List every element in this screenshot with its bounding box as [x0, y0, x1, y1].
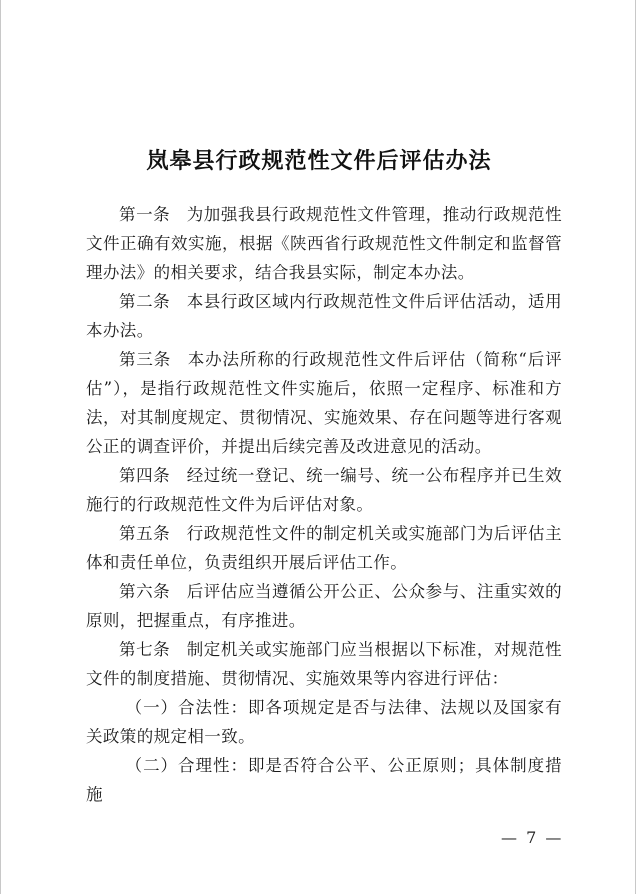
article-text: 经过统一登记、统一编号、统一公布程序并已生效施行的行政规范性文件为后评估对象。: [86, 466, 562, 514]
article-7: [86, 635, 562, 693]
article-text: 本县行政区域内行政规范性文件后评估活动，适用本办法。: [86, 292, 562, 340]
article-text: 本办法所称的行政规范性文件后评估（简称“后评估”），是指行政规范性文件实施后，依照一定程序、标准和方法，对其制度规定、贯彻情况、实施效果、存在问题等进行客观公正的调查评价，并提出后续完善及改进意见的活动。: [86, 350, 562, 456]
article-2: [86, 287, 562, 345]
article-5: [86, 519, 562, 577]
article-label: 第一条: [119, 205, 171, 224]
document-body: [86, 200, 562, 809]
article-text: 行政规范性文件的制定机关或实施部门为后评估主体和责任单位，负责组织开展后评估工作。: [86, 524, 562, 572]
article-3: [86, 345, 562, 461]
article-label: 第二条: [119, 292, 171, 311]
article-label: 第七条: [119, 640, 171, 659]
article-text: 为加强我县行政规范性文件管理，推动行政规范性文件正确有效实施，根据《陕西省行政规范性文件制定和监督管理办法》的相关要求，结合我县实际，制定本办法。: [86, 205, 562, 282]
article-label: 第六条: [119, 582, 171, 601]
page-number: — 7 —: [501, 828, 564, 847]
criteria-item-2: （二）合理性：即是否符合公平、公正原则；具体制度措施: [86, 756, 562, 804]
article-label: 第四条: [119, 466, 171, 485]
article-text: 制定机关或实施部门应当根据以下标准，对规范性文件的制度措施、贯彻情况、实施效果等内容进行评估：: [86, 640, 562, 688]
document-title: 岚皋县行政规范性文件后评估办法: [146, 149, 492, 174]
article-4: [86, 461, 562, 519]
article-text: 后评估应当遵循公开公正、公众参与、注重实效的原则，把握重点，有序推进。: [86, 582, 562, 630]
criteria-item-1: （一）合法性：即各项规定是否与法律、法规以及国家有关政策的规定相一致。: [86, 698, 562, 746]
article-label: 第五条: [119, 524, 171, 543]
article-label: 第三条: [119, 350, 172, 369]
article-6: [86, 577, 562, 635]
article-1: [86, 200, 562, 287]
